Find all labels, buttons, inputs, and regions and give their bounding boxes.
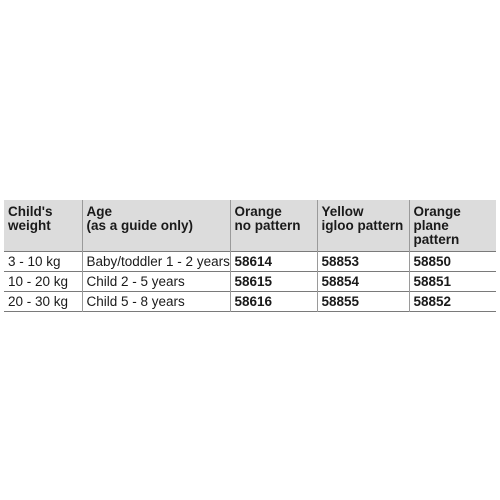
size-table (4, 200, 496, 312)
header-age (82, 200, 230, 252)
cell-weight: 3 - 10 kg (8, 254, 61, 269)
header-orange-plane-line2: plane pattern (413, 218, 460, 247)
header-orange-plane (409, 200, 496, 252)
header-age-line1: Age (86, 204, 113, 219)
cell-age: Child 2 - 5 years (82, 272, 230, 292)
cell-age: Child 5 - 8 years (82, 292, 230, 312)
header-yellow-igloo-line1: Yellow (321, 204, 364, 219)
header-weight-line2: weight (8, 218, 51, 233)
cell-code-orange-plane: 58852 (409, 292, 496, 312)
header-weight (4, 200, 82, 252)
header-yellow-igloo-line2: igloo pattern (321, 218, 404, 233)
cell-age: Baby/toddler 1 - 2 years (82, 252, 230, 272)
cell-code-orange-no-pattern: 58615 (230, 272, 317, 292)
cell-code-orange-no-pattern: 58616 (230, 292, 317, 312)
cell-weight: 20 - 30 kg (8, 294, 69, 309)
table-header (4, 200, 496, 252)
header-age-line2: (as a guide only) (86, 218, 194, 233)
header-orange-no-pattern-line1: Orange (234, 204, 282, 219)
cell-code-orange-plane: 58850 (409, 252, 496, 272)
cell-code-orange-no-pattern: 58614 (230, 252, 317, 272)
header-weight-line1: Child's (8, 204, 53, 219)
cell-weight: 10 - 20 kg (8, 274, 69, 289)
header-orange-plane-line1: Orange (413, 204, 461, 219)
header-row (4, 200, 496, 252)
table-row (4, 252, 496, 272)
cell-code-yellow-igloo: 58855 (317, 292, 409, 312)
table-row (4, 292, 496, 312)
table-row (4, 272, 496, 292)
cell-code-yellow-igloo: 58853 (317, 252, 409, 272)
cell-code-orange-plane: 58851 (409, 272, 496, 292)
header-orange-no-pattern-line2: no pattern (234, 218, 301, 233)
header-orange-no-pattern (230, 200, 317, 252)
header-yellow-igloo (317, 200, 409, 252)
table-body (4, 252, 496, 312)
cell-code-yellow-igloo: 58854 (317, 272, 409, 292)
